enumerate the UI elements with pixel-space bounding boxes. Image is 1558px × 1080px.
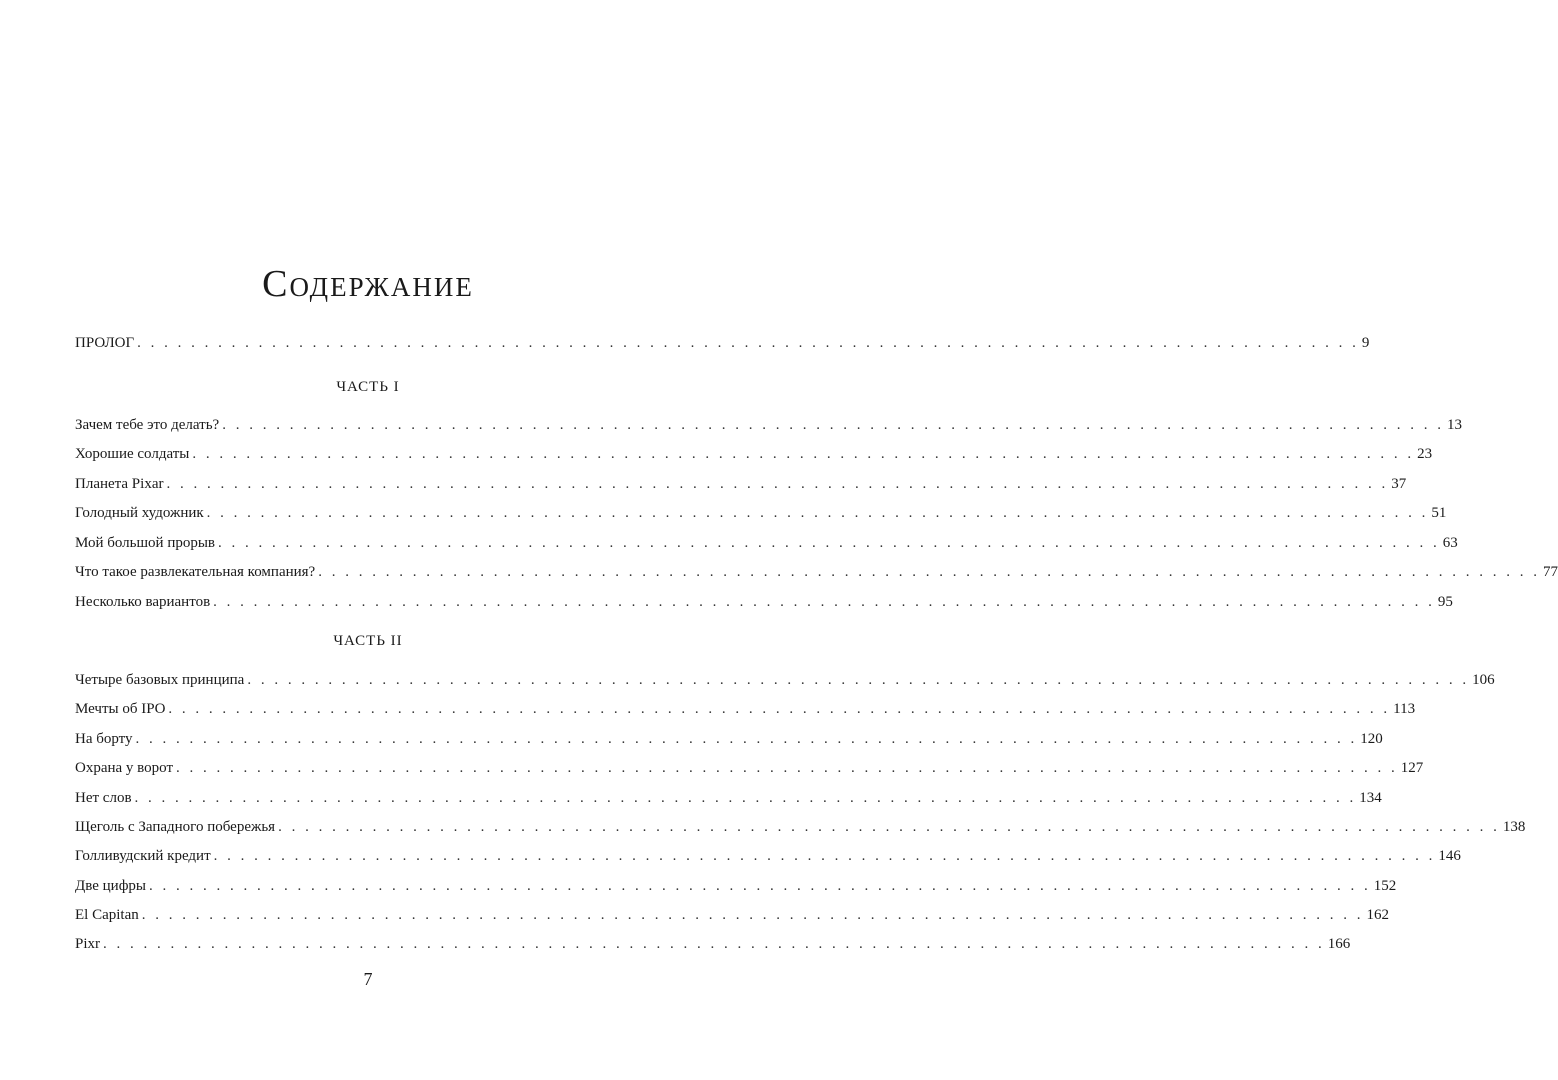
toc-entry-label: Планета Pixar <box>75 476 164 492</box>
toc-entry <box>75 533 1458 553</box>
dot-leader: . . . . . . . . . . . . . . . . . . . . . . . . . . . . . . . . . . . . . . . . . . . . . . . . . . . . . . . . . . . . . . . . . . . . . . . . . . . . . . . . . . . . . . . . . . . <box>213 848 1436 864</box>
page-number: 7 <box>363 969 373 989</box>
dot-leader: . . . . . . . . . . . . . . . . . . . . . . . . . . . . . . . . . . . . . . . . . . . . . . . . . . . . . . . . . . . . . . . . . . . . . . . . . . . . . . . . . . . . . . . . . . . <box>103 936 1325 952</box>
toc-entry-page: 134 <box>1359 790 1382 806</box>
dot-leader: . . . . . . . . . . . . . . . . . . . . . . . . . . . . . . . . . . . . . . . . . . . . . . . . . . . . . . . . . . . . . . . . . . . . . . . . . . . . . . . . . . . . . . . . . . . <box>141 907 1364 923</box>
toc-entry <box>75 592 1453 612</box>
dot-leader: . . . . . . . . . . . . . . . . . . . . . . . . . . . . . . . . . . . . . . . . . . . . . . . . . . . . . . . . . . . . . . . . . . . . . . . . . . . . . . . . . . . . . . . . . . . <box>206 505 1429 521</box>
toc-entry-page: 152 <box>1373 878 1397 894</box>
page-title: Содержание <box>262 263 474 305</box>
toc-entry-page: 23 <box>1417 446 1433 462</box>
toc-entry-label: Мой большой прорыв <box>75 535 216 551</box>
toc-entry-page: 127 <box>1400 760 1424 776</box>
toc-entry-label: Зачем тебе это делать? <box>75 417 220 433</box>
toc-entry <box>75 758 1424 778</box>
part-heading-1: ЧАСТЬ I <box>336 379 400 395</box>
toc-entry <box>75 876 1397 896</box>
toc-entry <box>75 444 1433 464</box>
toc-entry-page: 9 <box>1361 335 1370 351</box>
toc-entry-label: El Capitan <box>75 907 139 923</box>
dot-leader: . . . . . . . . . . . . . . . . . . . . . . . . . . . . . . . . . . . . . . . . . . . . . . . . . . . . . . . . . . . . . . . . . . . . . . . . . . . . . . . . . . . . . . . . . . . <box>278 819 1500 835</box>
dot-leader: . . . . . . . . . . . . . . . . . . . . . . . . . . . . . . . . . . . . . . . . . . . . . . . . . . . . . . . . . . . . . . . . . . . . . . . . . . . . . . . . . . . . . . . . . . . <box>192 446 1415 462</box>
toc-entry-page: 113 <box>1393 701 1416 717</box>
toc-entry-label: Несколько вариантов <box>75 594 211 610</box>
toc-entry <box>75 846 1461 866</box>
toc-entry-page: 138 <box>1502 819 1526 835</box>
toc-entry-label: На борту <box>75 731 133 747</box>
toc-entry <box>75 934 1351 954</box>
toc-entry-page: 13 <box>1446 417 1462 433</box>
dot-leader: . . . . . . . . . . . . . . . . . . . . . . . . . . . . . . . . . . . . . . . . . . . . . . . . . . . . . . . . . . . . . . . . . . . . . . . . . . . . . . . . . . . . . . . . . . . <box>135 731 1358 747</box>
toc-entry <box>75 562 1558 582</box>
toc-entry-page: 95 <box>1437 594 1453 610</box>
dot-leader: . . . . . . . . . . . . . . . . . . . . . . . . . . . . . . . . . . . . . . . . . . . . . . . . . . . . . . . . . . . . . . . . . . . . . . . . . . . . . . . . . . . . . . . . . . . <box>137 335 1359 351</box>
toc-entry-page: 166 <box>1327 936 1351 952</box>
toc-entry-label: Охрана у ворот <box>75 760 174 776</box>
dot-leader: . . . . . . . . . . . . . . . . . . . . . . . . . . . . . . . . . . . . . . . . . . . . . . . . . . . . . . . . . . . . . . . . . . . . . . . . . . . . . . . . . . . . . . . . . . . <box>134 790 1357 806</box>
toc-entry-page: 51 <box>1431 505 1447 521</box>
toc-entry <box>75 817 1526 837</box>
toc-entry-label: Нет слов <box>75 790 132 806</box>
dot-leader: . . . . . . . . . . . . . . . . . . . . . . . . . . . . . . . . . . . . . . . . . . . . . . . . . . . . . . . . . . . . . . . . . . . . . . . . . . . . . . . . . . . . . . . . . . . <box>222 417 1444 433</box>
part-heading-2: ЧАСТЬ II <box>333 633 403 649</box>
toc-entry <box>75 729 1383 749</box>
toc-entry-prologue <box>75 333 1370 353</box>
toc-entry-label: Четыре базовых принципа <box>75 672 245 688</box>
dot-leader: . . . . . . . . . . . . . . . . . . . . . . . . . . . . . . . . . . . . . . . . . . . . . . . . . . . . . . . . . . . . . . . . . . . . . . . . . . . . . . . . . . . . . . . . . . . <box>247 672 1470 688</box>
toc-entry <box>75 699 1416 719</box>
toc-entry <box>75 415 1462 435</box>
toc-entry-page: 37 <box>1391 476 1407 492</box>
toc-entry <box>75 788 1382 808</box>
toc-entry-label: Мечты об IPO <box>75 701 166 717</box>
toc-entry-label: Голодный художник <box>75 505 204 521</box>
toc-entry-label: Что такое развлекательная компания? <box>75 564 316 580</box>
dot-leader: . . . . . . . . . . . . . . . . . . . . . . . . . . . . . . . . . . . . . . . . . . . . . . . . . . . . . . . . . . . . . . . . . . . . . . . . . . . . . . . . . . . . . . . . . . . <box>168 701 1391 717</box>
toc-entry <box>75 503 1447 523</box>
dot-leader: . . . . . . . . . . . . . . . . . . . . . . . . . . . . . . . . . . . . . . . . . . . . . . . . . . . . . . . . . . . . . . . . . . . . . . . . . . . . . . . . . . . . . . . . . . . <box>318 564 1540 580</box>
toc-entry-page: 63 <box>1442 535 1458 551</box>
toc-entry <box>75 474 1407 494</box>
toc-entry <box>75 905 1389 925</box>
toc-entry-label: Голливудский кредит <box>75 848 211 864</box>
toc-entry-page: 120 <box>1360 731 1383 747</box>
toc-entry-label: ПРОЛОГ <box>75 335 135 351</box>
toc-entry-page: 77 <box>1542 564 1558 580</box>
toc-entry-label: Pixr <box>75 936 101 952</box>
toc-entry <box>75 670 1495 690</box>
toc-entry-page: 106 <box>1472 672 1495 688</box>
toc-entry-page: 146 <box>1438 848 1461 864</box>
dot-leader: . . . . . . . . . . . . . . . . . . . . . . . . . . . . . . . . . . . . . . . . . . . . . . . . . . . . . . . . . . . . . . . . . . . . . . . . . . . . . . . . . . . . . . . . . . . <box>149 878 1371 894</box>
toc-entry-page: 162 <box>1366 907 1389 923</box>
dot-leader: . . . . . . . . . . . . . . . . . . . . . . . . . . . . . . . . . . . . . . . . . . . . . . . . . . . . . . . . . . . . . . . . . . . . . . . . . . . . . . . . . . . . . . . . . . . <box>213 594 1435 610</box>
dot-leader: . . . . . . . . . . . . . . . . . . . . . . . . . . . . . . . . . . . . . . . . . . . . . . . . . . . . . . . . . . . . . . . . . . . . . . . . . . . . . . . . . . . . . . . . . . . <box>166 476 1389 492</box>
toc-entry-label: Щеголь с Западного побережья <box>75 819 276 835</box>
toc-entry-label: Две цифры <box>75 878 146 894</box>
toc-entry-label: Хорошие солдаты <box>75 446 190 462</box>
dot-leader: . . . . . . . . . . . . . . . . . . . . . . . . . . . . . . . . . . . . . . . . . . . . . . . . . . . . . . . . . . . . . . . . . . . . . . . . . . . . . . . . . . . . . . . . . . . <box>218 535 1440 551</box>
dot-leader: . . . . . . . . . . . . . . . . . . . . . . . . . . . . . . . . . . . . . . . . . . . . . . . . . . . . . . . . . . . . . . . . . . . . . . . . . . . . . . . . . . . . . . . . . . . <box>176 760 1398 776</box>
